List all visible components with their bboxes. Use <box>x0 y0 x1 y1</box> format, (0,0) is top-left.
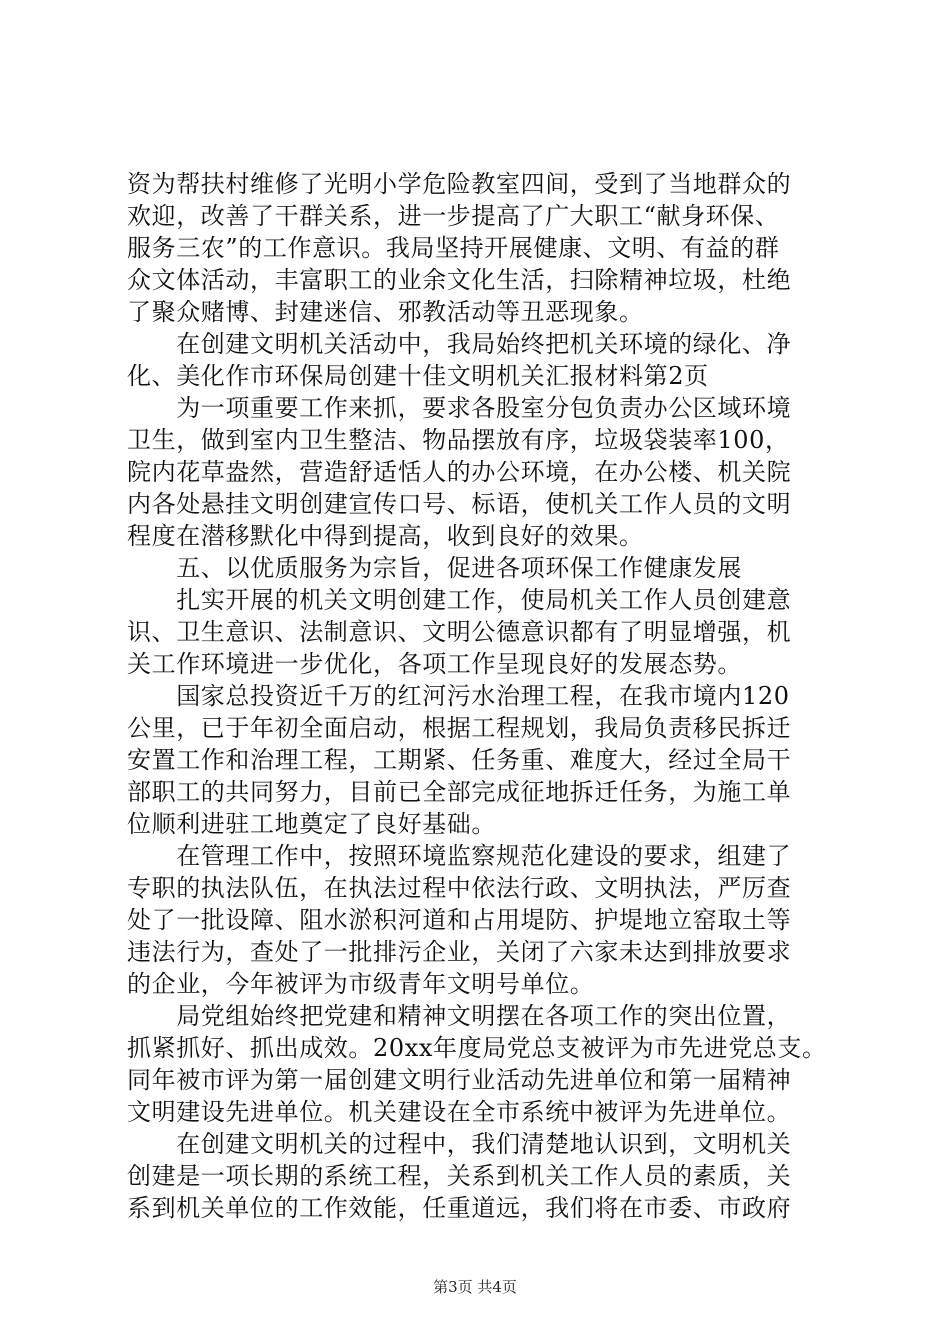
text-line: 文明建设先进单位。机关建设在全市系统中被评为先进单位。 <box>127 1098 792 1126</box>
text-line: 部职工的共同努力，目前已全部完成征地拆迁任务，为施工单 <box>127 778 792 806</box>
text-line: 扎实开展的机关文明创建工作，使局机关工作人员创建意 <box>127 586 792 614</box>
text-line: 欢迎，改善了干群关系，进一步提高了广大职工“献身环保、 <box>127 202 780 230</box>
text-line: 创建是一项长期的系统工程，关系到机关工作人员的素质，关 <box>127 1162 792 1190</box>
text-line: 众文体活动，丰富职工的业余文化生活，扫除精神垃圾，杜绝 <box>127 266 792 294</box>
text-line: 抓紧抓好、抓出成效。20xx年度局党总支被评为市先进党总支。 <box>127 1034 827 1062</box>
section-heading: 五、以优质服务为宗旨，促进各项环保工作健康发展 <box>127 554 742 582</box>
text-line: 化、美化作市环保局创建十佳文明机关汇报材料第2页 <box>127 362 709 390</box>
text-line: 关工作环境进一步优化，各项工作呈现良好的发展态势。 <box>127 650 742 678</box>
text-line: 识、卫生意识、法制意识、文明公德意识都有了明显增强，机 <box>127 618 792 646</box>
text-line: 资为帮扶村维修了光明小学危险教室四间，受到了当地群众的 <box>127 170 792 198</box>
text-line: 违法行为，查处了一批排污企业，关闭了六家未达到排放要求 <box>127 938 792 966</box>
text-line: 位顺利进驻工地奠定了良好基础。 <box>127 810 496 838</box>
text-line: 院内花草盎然，营造舒适恬人的办公环境，在办公楼、机关院 <box>127 458 792 486</box>
text-line: 同年被市评为第一届创建文明行业活动先进单位和第一届精神 <box>127 1066 792 1094</box>
text-line: 安置工作和治理工程，工期紧、任务重、难度大，经过全局干 <box>127 746 792 774</box>
text-line: 服务三农”的工作意识。我局坚持开展健康、文明、有益的群 <box>127 234 780 262</box>
text-line: 为一项重要工作来抓，要求各股室分包负责办公区域环境 <box>127 394 792 422</box>
text-line: 的企业，今年被评为市级青年文明号单位。 <box>127 970 595 998</box>
text-line: 程度在潜移默化中得到提高，收到良好的效果。 <box>127 522 644 550</box>
text-line: 处了一批设障、阻水淤积河道和占用堤防、护堤地立窑取土等 <box>127 906 792 934</box>
text-line: 局党组始终把党建和精神文明摆在各项工作的突出位置， <box>127 1002 792 1030</box>
text-line: 专职的执法队伍，在执法过程中依法行政、文明执法，严厉查 <box>127 874 792 902</box>
text-line: 了聚众赌博、封建迷信、邪教活动等丑恶现象。 <box>127 298 644 326</box>
text-line: 在创建文明机关的过程中，我们清楚地认识到，文明机关 <box>127 1130 792 1158</box>
text-line: 公里，已于年初全面启动，根据工程规划，我局负责移民拆迁 <box>127 714 792 742</box>
body-text <box>127 168 847 1224</box>
text-line: 国家总投资近千万的红河污水治理工程，在我市境内120 <box>127 682 790 710</box>
page-number-footer: 第3页 共4页 <box>433 1278 517 1296</box>
text-line: 卫生，做到室内卫生整洁、物品摆放有序，垃圾袋装率100， <box>127 426 790 454</box>
text-line: 系到机关单位的工作效能，任重道远，我们将在市委、市政府 <box>127 1194 792 1222</box>
text-line: 内各处悬挂文明创建宣传口号、标语，使机关工作人员的文明 <box>127 490 792 518</box>
text-line: 在管理工作中，按照环境监察规范化建设的要求，组建了 <box>127 842 792 870</box>
text-line: 在创建文明机关活动中，我局始终把机关环境的绿化、净 <box>127 330 792 358</box>
